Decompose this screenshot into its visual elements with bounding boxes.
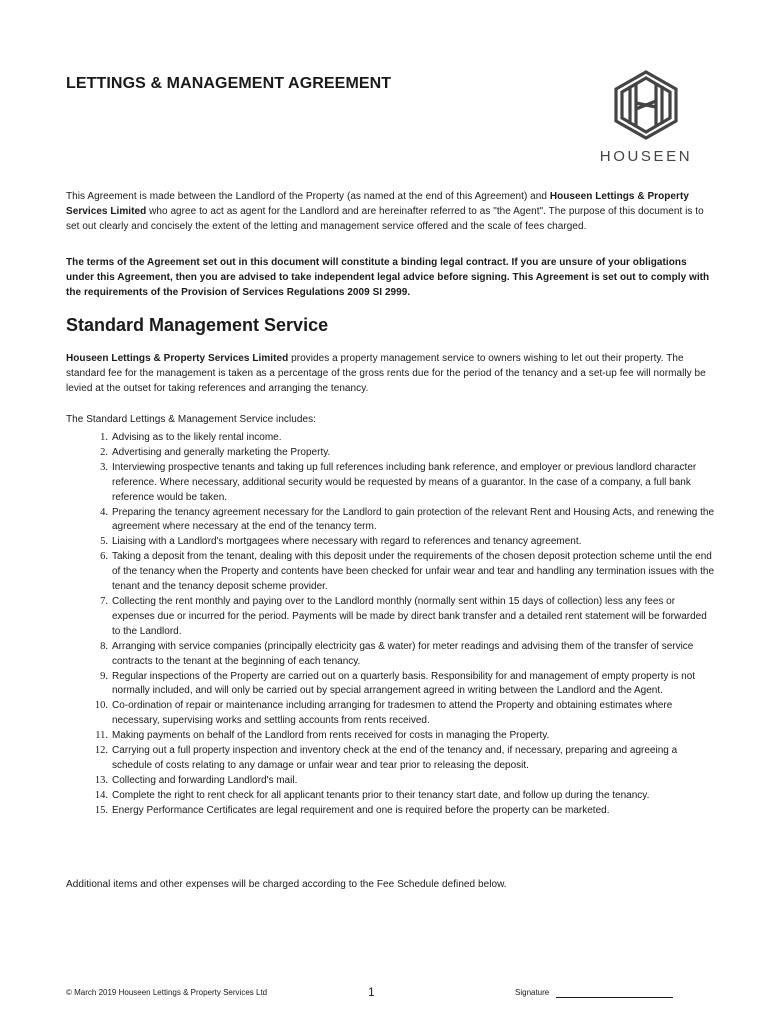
list-item [66, 640, 716, 670]
list-item [66, 550, 716, 595]
list-item-text: Regular inspections of the Property are carried out on a quarterly basis. Responsibility for and management of empty property is not normally included, and will only be carried out by special arrangement agreed in writing between the Landlord and the Agent. [112, 670, 696, 697]
list-item-text: Taking a deposit from the tenant, dealing with this deposit under the requirements of the chosen deposit protection scheme until the end of the tenancy when the Property and contents have been checked for unfair wear and tear and handling any termination issues with the tenant and the tenancy deposit scheme provider. [112, 551, 715, 593]
list-item [66, 804, 716, 819]
list-item [66, 506, 716, 536]
list-item-text: Collecting and forwarding Landlord's mail. [112, 774, 298, 786]
list-item-number: 5. [100, 536, 108, 548]
list-item-number: 3. [100, 461, 108, 473]
list-item [66, 595, 716, 640]
list-item-number: 15. [94, 804, 108, 816]
list-item-text: Complete the right to rent check for all applicant tenants prior to their tenancy start date, and follow up during the tenancy. [112, 789, 650, 801]
list-item-number: 2. [100, 446, 108, 458]
list-item [66, 774, 716, 789]
footer-copyright: © March 2019 Houseen Lettings & Property Services Ltd [66, 988, 268, 997]
list-item-text: Collecting the rent monthly and paying over to the Landlord monthly (normally sent within 15 days of collection) less any fees or expenses due or incurred for the period. Payments will be made by direct bank transfer and a detailed rent statement will be forwarded to the Landlord. [112, 595, 707, 637]
list-item [66, 446, 716, 461]
list-item-number: 12. [94, 745, 108, 757]
houseen-logo-icon [612, 70, 680, 140]
list-item [66, 789, 716, 804]
list-item-number: 13. [94, 774, 108, 786]
includes-label: The Standard Lettings & Management Service includes: [66, 414, 316, 425]
list-item [66, 431, 716, 446]
list-item-number: 9. [100, 670, 108, 682]
page-number: 1 [368, 985, 375, 999]
list-item-number: 4. [100, 506, 108, 518]
list-item-text: Carrying out a full property inspection and inventory check at the end of the tenancy and, if necessary, preparing and agreeing a schedule of costs relating to any damage or unfair wear and tear prior to releasing the deposit. [112, 745, 678, 771]
list-item-text: Arranging with service companies (principally electricity gas & water) for meter readings and advising them of the transfer of service contracts to the tenant at the beginning of each tenancy. [112, 640, 694, 667]
list-item [66, 461, 716, 506]
list-item-number: 1. [100, 432, 108, 443]
list-item-number: 6. [100, 551, 108, 563]
list-item-text: Energy Performance Certificates are legal requirement and one is required before the property can be marketed. [112, 804, 610, 816]
service-paragraph: Houseen Lettings & Property Services Limited provides a property management service to owners wishing to let out their property. The standard fee for the management is taken as a percentage of the gross rents due for the period of the tenancy and a set-up fee will normally be levied at the outset for taking references and arranging the tenancy. [66, 353, 706, 394]
signature-line [556, 997, 673, 998]
signature-label: Signature [515, 988, 550, 997]
list-item [66, 670, 716, 700]
terms-paragraph: The terms of the Agreement set out in this document will constitute a binding legal contract. If you are unsure of your obligations under this Agreement, then you are advised to take independent legal advice before signing. This Agreement is set out to comply with the requirements of the Provision of Services Regulations 2009 SI 2999. [66, 257, 710, 298]
list-item-number: 7. [100, 595, 108, 607]
list-item-text: Co-ordination of repair or maintenance including arranging for tradesmen to attend the Property and obtaining estimates where necessary, supervising works and settling accounts from rents received. [112, 700, 673, 727]
company-name: Houseen Lettings & Property Services Limited [66, 353, 289, 364]
section-heading: Standard Management Service [66, 315, 329, 335]
list-item [66, 729, 716, 744]
additional-paragraph: Additional items and other expenses will be charged according to the Fee Schedule defined below. [66, 879, 507, 890]
list-item [66, 535, 716, 550]
list-item-text: Liaising with a Landlord's mortgagees where necessary with regard to references and tenancy agreement. [112, 536, 582, 548]
list-item-text: Preparing the tenancy agreement necessary for the Landlord to gain protection of the relevant Rent and Housing Acts, and renewing the agreement where necessary at the end of the tenancy term. [112, 506, 715, 533]
list-item-text: Interviewing prospective tenants and taking up full references including bank reference, and employer or previous landlord character reference. Where necessary, additional security would be requested by means of a guarantor. In the case of a company, a full bank reference would be taken. [112, 461, 697, 503]
list-item-text: Advising as to the likely rental income. [112, 432, 282, 443]
logo-wordmark: HOUSEEN [599, 148, 693, 165]
list-item-number: 8. [100, 640, 108, 652]
list-item-text: Making payments on behalf of the Landlord from rents received for costs in managing the Property. [112, 730, 550, 742]
list-item [66, 744, 716, 774]
list-item-number: 14. [94, 789, 108, 801]
intro-paragraph: This Agreement is made between the Landlord of the Property (as named at the end of this Agreement) and Houseen Lettings & Property Services Limited who agree to act as agent for the Landlord and are hereinafter referred to as "the Agent". The purpose of this document is to set out clearly and concisely the extent of the letting and management service offered and the scale of fees charged. [66, 191, 704, 232]
list-item [66, 699, 716, 729]
company-logo [585, 70, 707, 168]
list-item-number: 11. [95, 730, 108, 742]
service-list [66, 431, 716, 819]
company-name: Houseen Lettings & Property Services Limited [66, 191, 689, 217]
list-item-number: 10. [94, 700, 108, 712]
list-item-text: Advertising and generally marketing the Property. [112, 446, 331, 458]
document-title: LETTINGS & MANAGEMENT AGREEMENT [66, 75, 392, 92]
